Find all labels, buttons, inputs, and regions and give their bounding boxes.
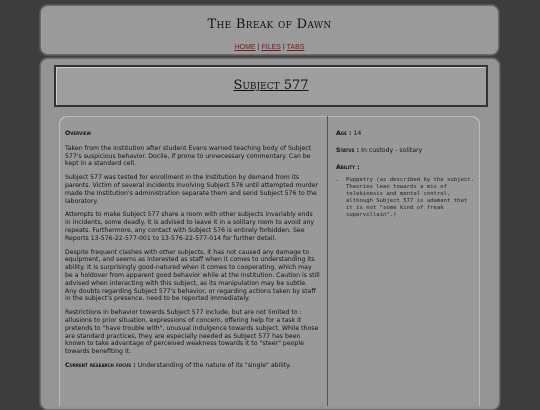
- overview-paragraph: Restrictions in behavior towards Subject 577 include, but are not limited to : allusions to prior situation, expressions of concern, offering help for a task it pretends to "have trouble with", unusual indulgence towards subject. While those are standard practices, they are especially needed as Subject 577 has been known to take advantage of perceived weakness towards it to "steer" people towards benefiting it.: [65, 309, 319, 356]
- site-header: [40, 5, 499, 55]
- status-label: Status :: [336, 146, 360, 154]
- age-label: Age :: [336, 130, 352, 137]
- ability-stat: [336, 164, 476, 220]
- site-title: The Break of Dawn: [207, 17, 332, 32]
- nav-separator: |: [257, 44, 260, 51]
- nav-separator: |: [282, 44, 285, 51]
- stats-content: [336, 130, 476, 228]
- page-title-box: [54, 65, 488, 107]
- overview-paragraph: Taken from the institution after student Evans warned teaching body of Subject 577's suspicious behavior. Docile, if prone to unnecessary commentary. Can be kept in a standard cell.: [65, 144, 312, 168]
- status-value: In custody - solitary: [361, 146, 423, 154]
- research-focus: [65, 362, 320, 370]
- nav-link-home[interactable]: HOME: [234, 44, 256, 51]
- main-nav: [41, 44, 498, 51]
- overview-content: [65, 130, 320, 376]
- main-content: [40, 58, 500, 410]
- overview-heading: Overview: [65, 130, 91, 137]
- nav-link-files[interactable]: FILES: [261, 44, 281, 51]
- status-stat: [336, 147, 476, 155]
- age-value: 14: [353, 130, 362, 137]
- nav-link-tabs[interactable]: TABS: [286, 44, 305, 51]
- stats-panel: [328, 116, 480, 406]
- research-focus-label: Current research focus :: [65, 361, 136, 369]
- ability-label: Ability :: [336, 163, 360, 171]
- ability-item: • Puppetry (as described by the subject. Theories lean towards a mix of telekinesis and mental control, although Subject 577 is adamant that it is not "some kind of freak supervillain".): [346, 177, 476, 219]
- overview-paragraph: Subject 577 was tested for enrollment in the Institution by demand from its parents. Victim of several incidents involving Subject 576 until attempted murder made the Institution's administration separate them and send Subject 576 to the laboratory.: [65, 174, 319, 205]
- ability-list: [336, 177, 476, 219]
- overview-panel: [59, 116, 327, 406]
- age-stat: [336, 130, 476, 138]
- research-focus-value: Understanding of the nature of its "single" ability.: [137, 361, 291, 369]
- overview-paragraph: Despite frequent clashes with other subjects, it has not caused any damage to equipment, and seems as interested as staff when it comes to understanding its ability. It is surprisingly good-natured when it comes to cooperating, which may be a holdover from apparent good behavior while at the Institution. Caution is still advised when interacting with this subject, as its manipulation may be subtle. Any doubts regarding Subject 577's behavior, or regarding actions taken by staff in the subject's presence, need to be reported immediately.: [65, 248, 320, 303]
- overview-paragraph: Attempts to make Subject 577 share a room with other subjects invariably ends in incidents, some deadly. It is advised to leave it in a solitary room to avoid any repeats. Furthermore, any contact with Subject 576 is entirely forbidden. See Reports 13-576-22-577-001 to 13-576-22-577-014 for further detail.: [65, 211, 315, 242]
- page-title: Subject 577: [233, 78, 309, 93]
